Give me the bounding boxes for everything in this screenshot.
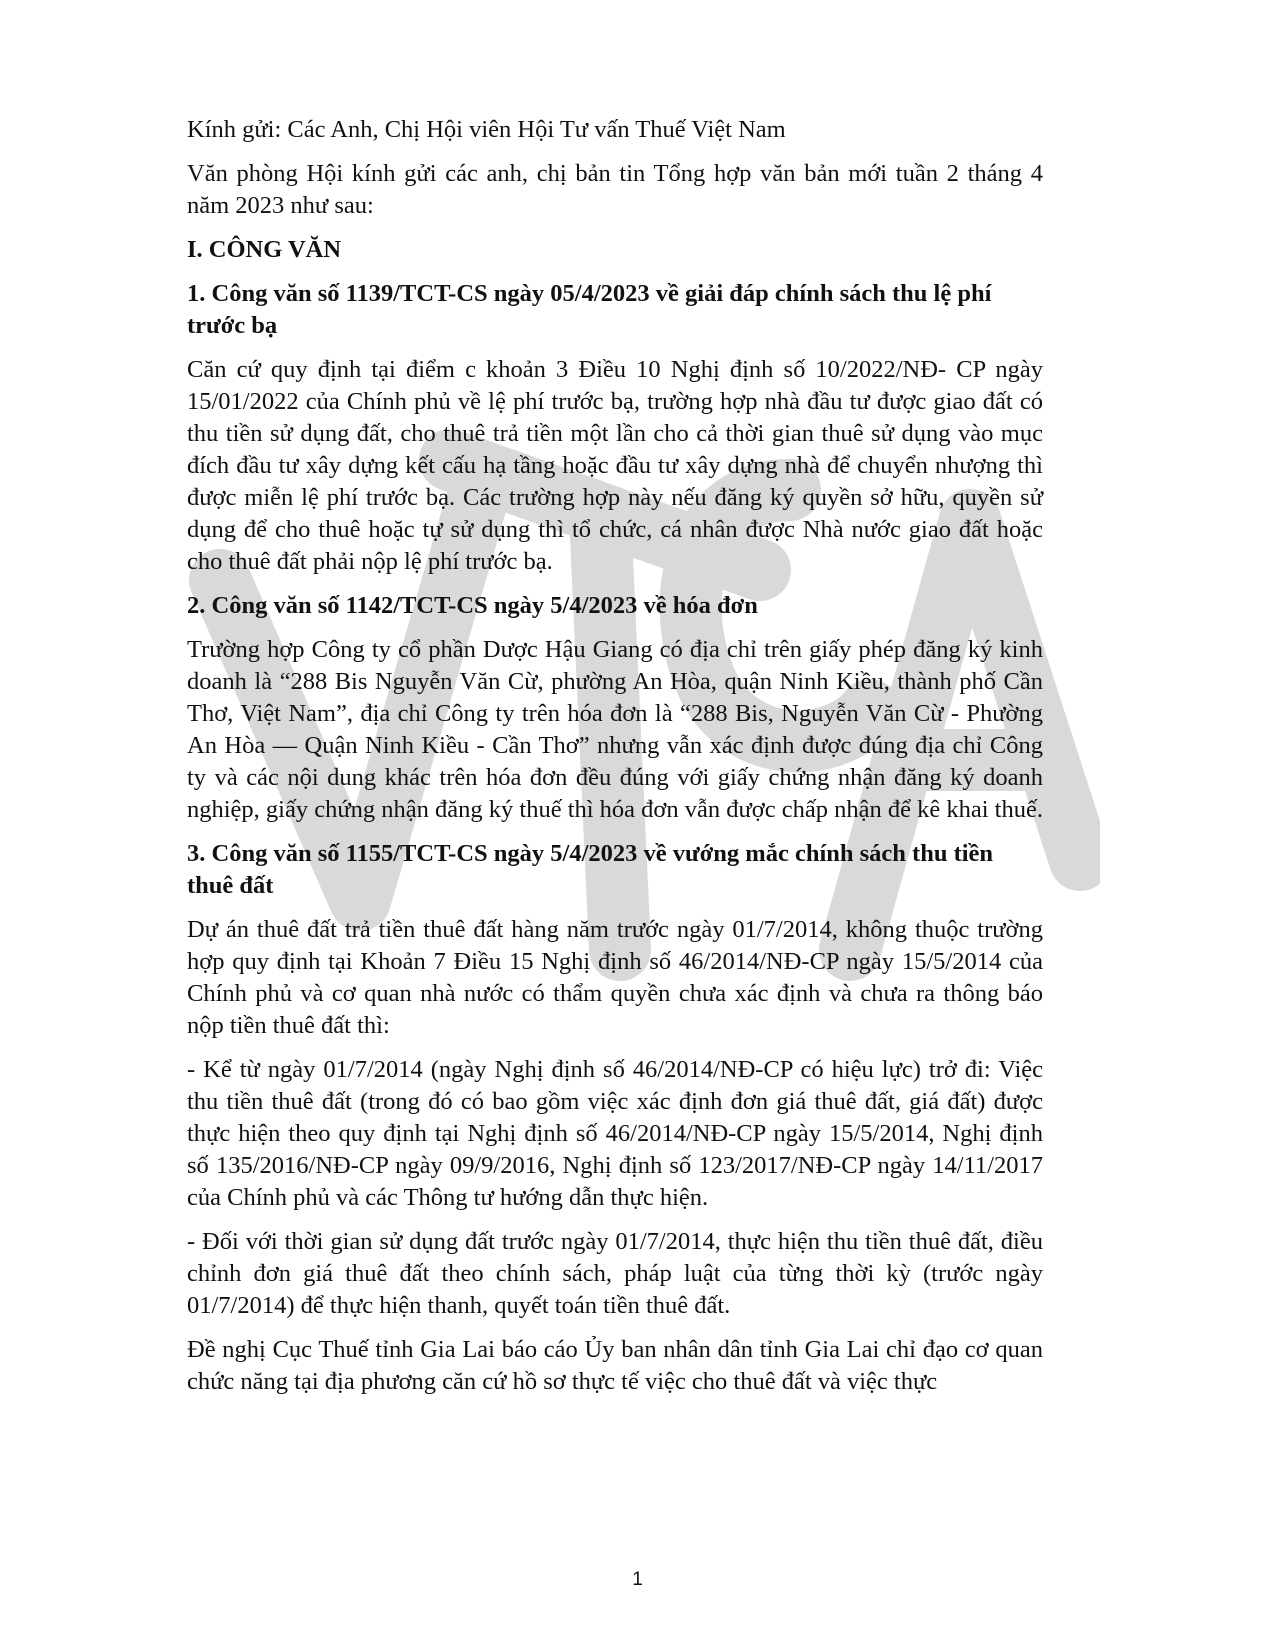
item-3-paragraph-2: - Kể từ ngày 01/7/2014 (ngày Nghị định số 46/2014/NĐ-CP có hiệu lực) trở đi: Việc thu tiền thuê đất (trong đó có bao gồm việc xác định đơn giá thuê đất, giá đất) được thực hiện theo quy định tại Nghị định số 46/2014/NĐ-CP ngày 15/5/2014, Nghị định số 135/2016/NĐ-CP ngày 09/9/2016, Nghị định số 123/2017/NĐ-CP ngày 14/11/2017 của Chính phủ và các Thông tư hướng dẫn thực hiện. xyxy=(187,1056,1043,1211)
item-1-paragraph: Căn cứ quy định tại điểm c khoản 3 Điều 10 Nghị định số 10/2022/NĐ- CP ngày 15/01/2022 của Chính phủ về lệ phí trước bạ, trường hợp nhà đầu tư được giao đất có thu tiền sử dụng đất, cho thuê trả tiền một lần cho cả thời gian thuê sử dụng vào mục đích đầu tư xây dựng kết cấu hạ tầng hoặc đầu tư xây dựng nhà để chuyển nhượng thì được miễn lệ phí trước bạ. Các trường hợp này nếu đăng ký quyền sở hữu, quyền sử dụng để cho thuê hoặc tự sử dụng thì tổ chức, cá nhân được Nhà nước giao đất hoặc cho thuê đất phải nộp lệ phí trước bạ. xyxy=(187,356,1043,575)
item-2-paragraph: Trường hợp Công ty cổ phần Dược Hậu Giang có địa chỉ trên giấy phép đăng ký kinh doanh là “288 Bis Nguyễn Văn Cừ, phường An Hòa, quận Ninh Kiều, thành phố Cần Thơ, Việt Nam”, địa chỉ Công ty trên hóa đơn là “288 Bis, Nguyễn Văn Cừ - Phường An Hòa — Quận Ninh Kiều - Cần Thơ” nhưng vẫn xác định được đúng địa chỉ Công ty và các nội dung khác trên hóa đơn đều đúng với giấy chứng nhận đăng ký doanh nghiệp, giấy chứng nhận đăng ký thuế thì hóa đơn vẫn được chấp nhận để kê khai thuế. xyxy=(187,636,1043,823)
item-3-paragraph-3: - Đối với thời gian sử dụng đất trước ngày 01/7/2014, thực hiện thu tiền thuê đất, điều chỉnh đơn giá thuê đất theo chính sách, pháp luật của từng thời kỳ (trước ngày 01/7/2014) để thực hiện thanh, quyết toán tiền thuê đất. xyxy=(187,1228,1043,1319)
item-3-paragraph-4: Đề nghị Cục Thuế tỉnh Gia Lai báo cáo Ủy ban nhân dân tỉnh Gia Lai chỉ đạo cơ quan chức năng tại địa phương căn cứ hồ sơ thực tế việc cho thuê đất và việc thực xyxy=(187,1336,1043,1395)
greeting: Kính gửi: Các Anh, Chị Hội viên Hội Tư vấn Thuế Việt Nam xyxy=(187,116,786,143)
page-number: 1 xyxy=(632,1569,643,1590)
section-title: I. CÔNG VĂN xyxy=(187,236,342,263)
item-3-paragraph-1: Dự án thuê đất trả tiền thuê đất hàng năm trước ngày 01/7/2014, không thuộc trường hợp quy định tại Khoản 7 Điều 15 Nghị định số 46/2014/NĐ-CP ngày 15/5/2014 của Chính phủ và cơ quan nhà nước có thẩm quyền chưa xác định và chưa ra thông báo nộp tiền thuê đất thì: xyxy=(187,916,1043,1039)
document-body xyxy=(187,114,1043,1410)
item-1-heading: 1. Công văn số 1139/TCT-CS ngày 05/4/2023 về giải đáp chính sách thu lệ phí trước bạ xyxy=(187,280,992,339)
item-2-heading: 2. Công văn số 1142/TCT-CS ngày 5/4/2023 về hóa đơn xyxy=(187,592,758,619)
item-3-heading: 3. Công văn số 1155/TCT-CS ngày 5/4/2023 về vướng mắc chính sách thu tiền thuê đất xyxy=(187,840,994,899)
intro-paragraph: Văn phòng Hội kính gửi các anh, chị bản tin Tổng hợp văn bản mới tuần 2 tháng 4 năm 2023 như sau: xyxy=(187,160,1043,219)
